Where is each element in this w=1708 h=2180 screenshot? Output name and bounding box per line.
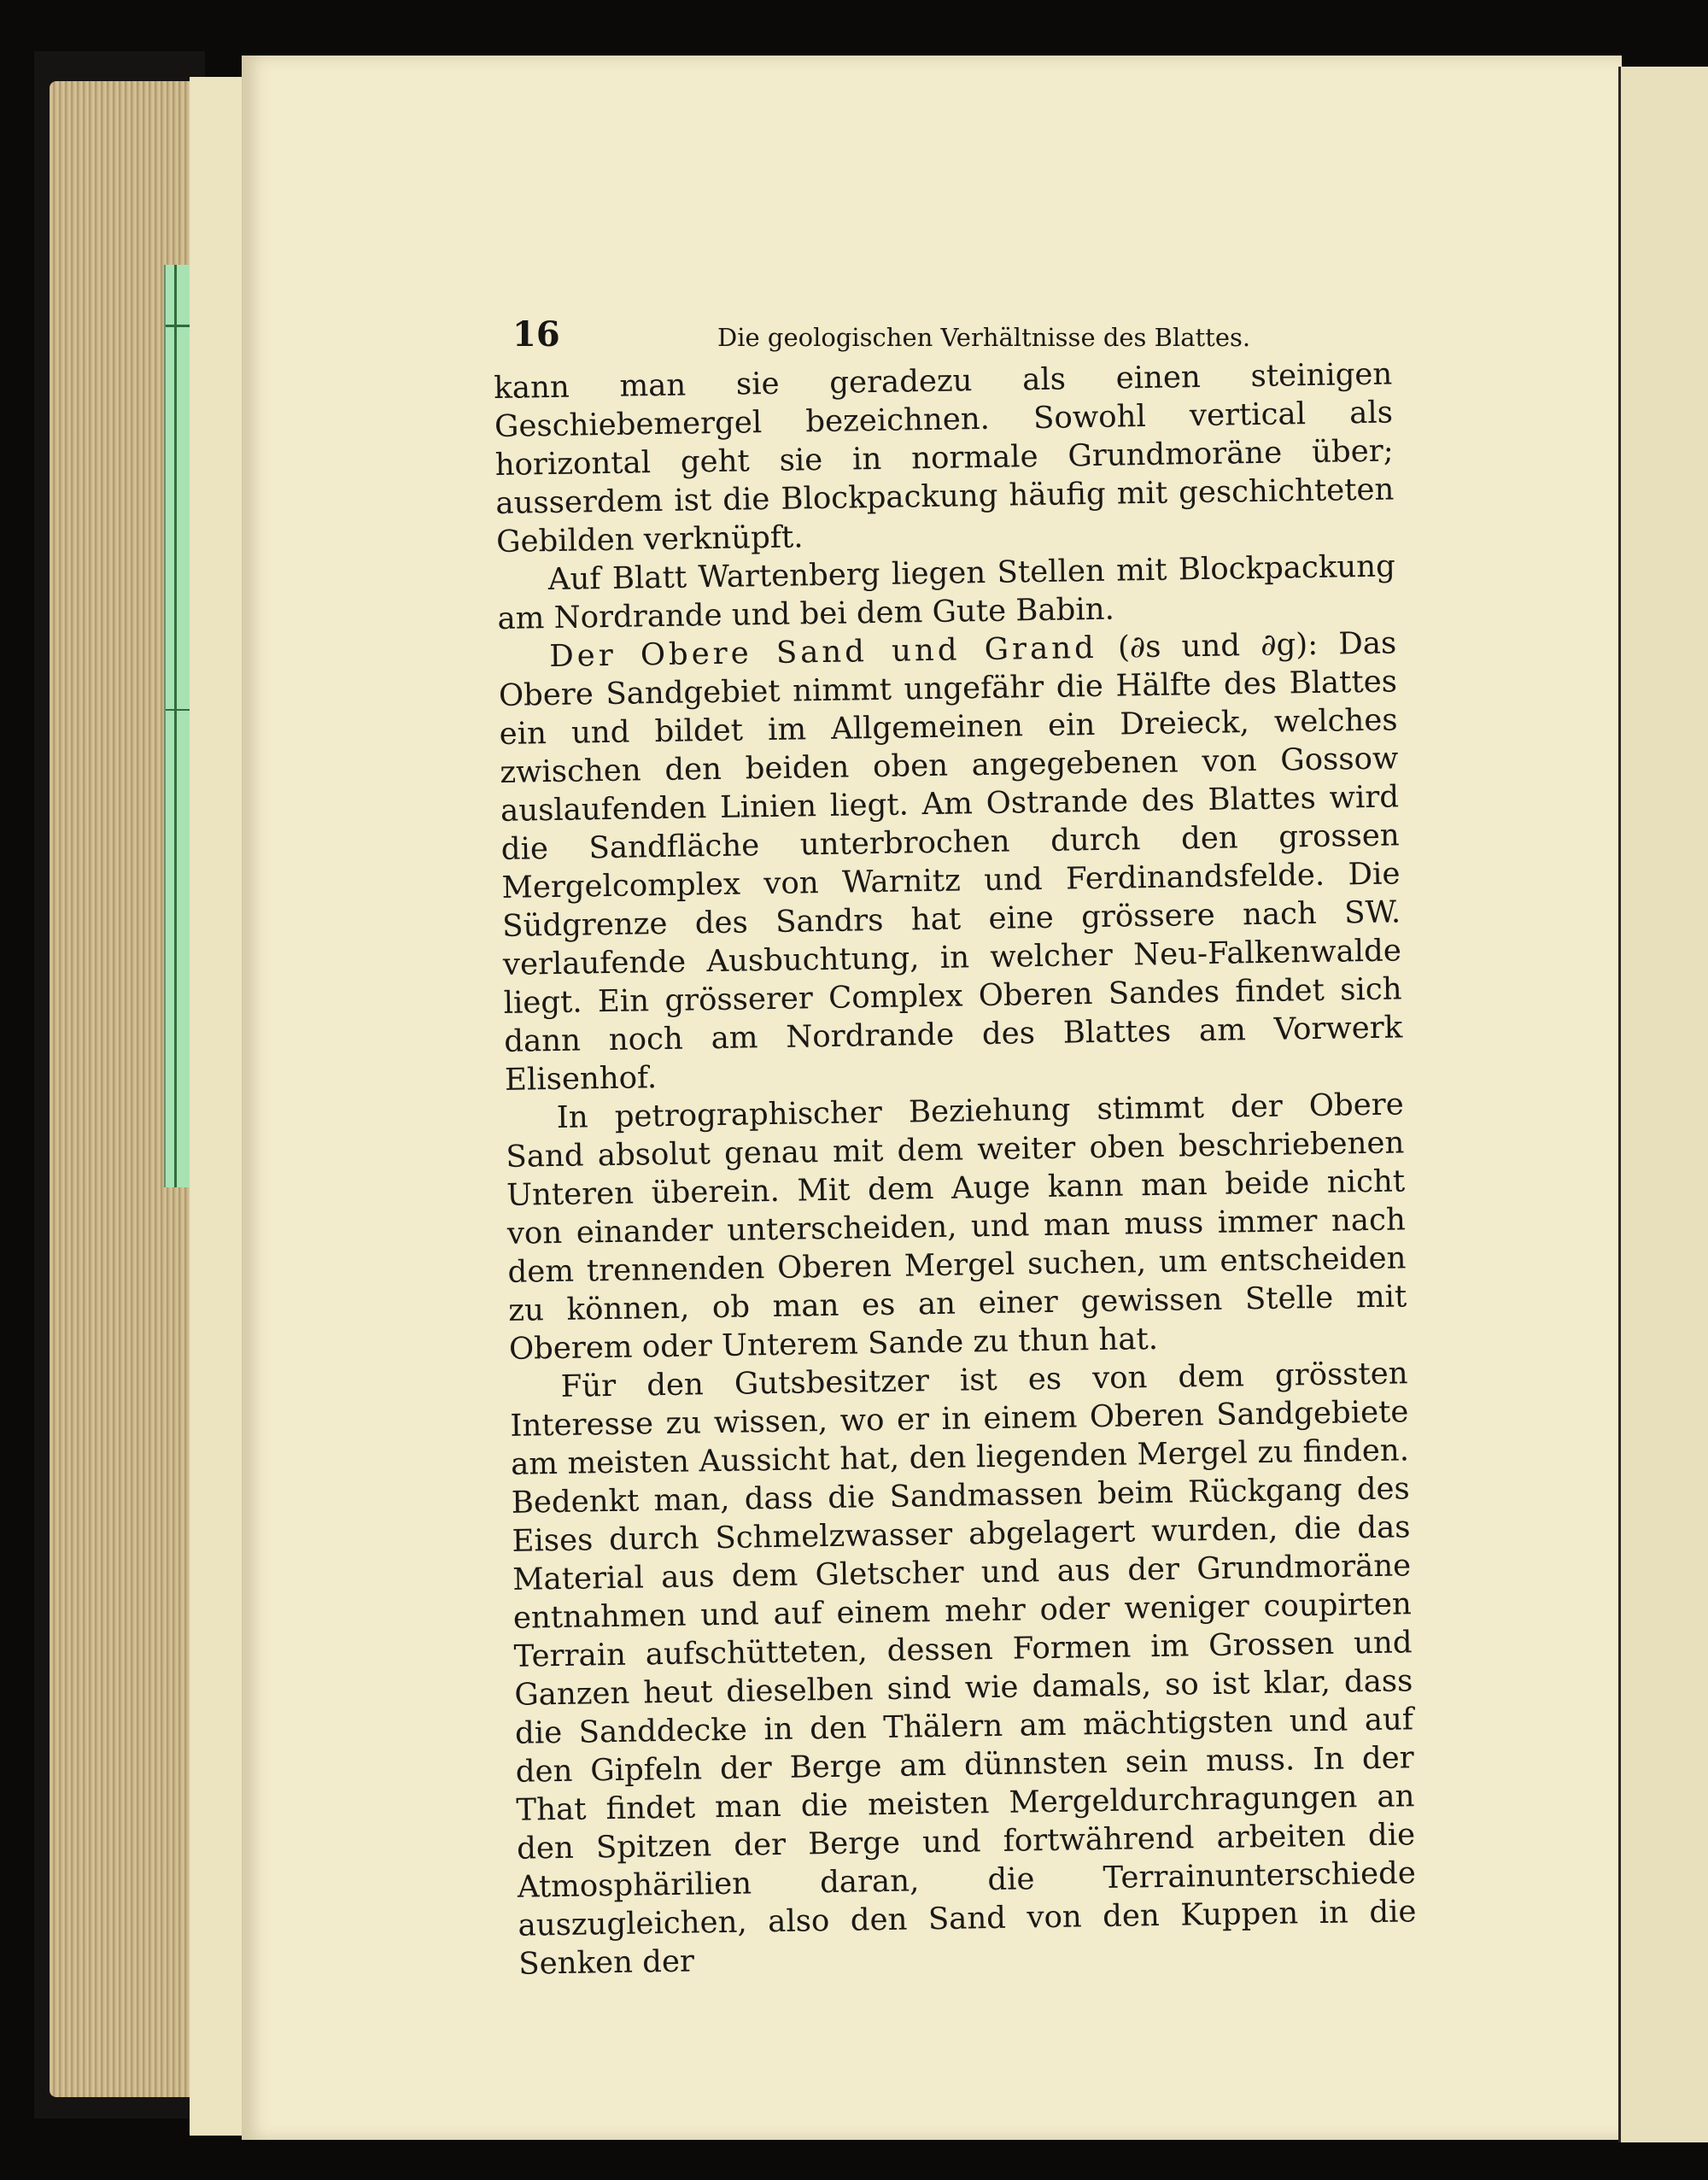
paragraph-3-text: Das Obere Sandgebiet nimmt ungefähr die Hälfte des Blattes ein und bildet im Allgemeinen ein Dreieck, welches zwischen den beiden oben angegebenen von Gossow auslaufenden Linien liegt. Am Ostrande des Blattes wird die Sandfläche unterbrochen durch den grossen Mergelcomplex von Warnitz und Ferdinandsfelde. Die Südgrenze des Sandrs hat eine grössere nach SW. verlaufende Ausbuchtung, in welcher Neu-Falkenwalde liegt. Ein grösserer Complex Oberen Sandes findet sich dann noch am Nordrande des Blattes am Vorwerk Elisenhof. xyxy=(498,625,1403,1098)
section-heading: Der Obere Sand und Grand xyxy=(548,630,1098,675)
paragraph-1: kann man sie geradezu als einen steinigen Geschiebemergel bezeichnen. Sowohl vertical als horizontal geht sie in normale Grundmoräne über; ausserdem ist die Blockpackung häufig mit geschichteten Gebilden verknüpft. xyxy=(494,356,1395,560)
facing-page-edge xyxy=(1618,67,1708,2142)
page-text xyxy=(494,355,1418,1983)
paragraph-4: In petrographischer Beziehung stimmt der Obere Sand absolut genau mit dem weiter oben beschriebenen Unteren überein. Mit dem Auge kann man beide nicht von einander unterscheiden, und man muss immer nach dem trennenden Oberen Mergel suchen, um entscheiden zu können, ob man es an einer gewissen Stelle mit Oberem oder Unterem Sande zu thun hat. xyxy=(506,1087,1407,1367)
paragraph-3 xyxy=(498,624,1403,1099)
map-symbols: (∂s und ∂g): xyxy=(1117,626,1319,665)
paragraph-5: Für den Gutsbesitzer ist es von dem grössten Interesse zu wissen, wo er in einem Oberen Sandgebiete am meisten Aussicht hat, den liegenden Mergel zu finden. Bedenkt man, dass die Sandmassen beim Rückgang des Eises durch Schmelzwasser abgelagert wurden, die das Material aus dem Gletscher und aus der Grundmoräne entnahmen und auf einem mehr oder weniger coupirten Terrain aufschütteten, dessen Formen im Grossen und Ganzen heut dieselben sind wie damals, so ist klar, dass die Sanddecke in den Thälern am mächtigsten und auf den Gipfeln der Berge am dünnsten sein muss. In der That findet man die meisten Mergeldurchragungen an den Spitzen der Berge und fortwährend arbeiten die Atmosphärilien daran, die Terrainunterschiede auszugleichen, also den Sand von den Kuppen in die Senken der xyxy=(510,1356,1417,1982)
running-title: Die geologischen Verhältnisse des Blattes. xyxy=(717,323,1251,352)
page-number: 16 xyxy=(512,314,560,355)
paragraph-2: Auf Blatt Wartenberg liegen Stellen mit Blockpackung am Nordrande und bei dem Gute Babin. xyxy=(497,548,1396,636)
